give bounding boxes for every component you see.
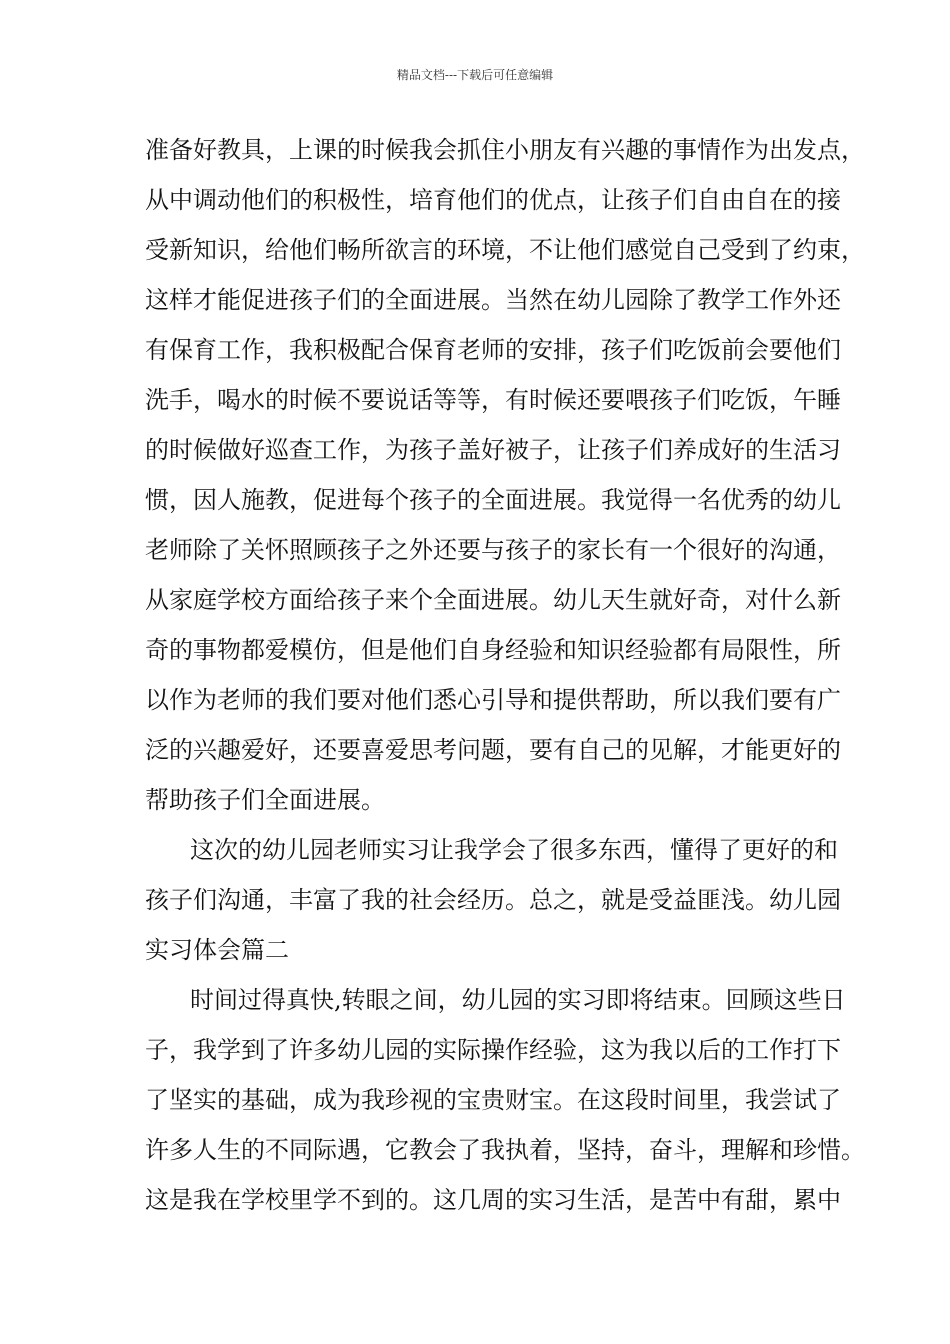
paragraph-start-line: 时间过得真快,转眼之间，幼儿园的实习即将结束。回顾这些日 — [190, 986, 846, 1014]
text-line: 这是我在学校里学不到的。这几周的实习生活，是苦中有甜，累中 — [145, 1186, 841, 1214]
text-line: 泛的兴趣爱好，还要喜爱思考问题，要有自己的见解，才能更好的 — [145, 736, 841, 764]
text-line: 的时候做好巡查工作，为孩子盖好被子，让孩子们养成好的生活习 — [145, 436, 841, 464]
text-line: 洗手，喝水的时候不要说话等等，有时候还要喂孩子们吃饭，午睡 — [145, 386, 841, 414]
text-line: 奇的事物都爱模仿，但是他们自身经验和知识经验都有局限性，所 — [145, 636, 841, 664]
text-line: 准备好教具，上课的时候我会抓住小朋友有兴趣的事情作为出发点， — [145, 136, 865, 164]
text-line: 这样才能促进孩子们的全面进展。当然在幼儿园除了教学工作外还 — [145, 286, 841, 314]
text-line: 以作为老师的我们要对他们悉心引导和提供帮助，所以我们要有广 — [145, 686, 841, 714]
text-line: 子，我学到了许多幼儿园的实际操作经验，这为我以后的工作打下 — [145, 1036, 841, 1064]
section-heading: 实习体会篇二 — [145, 936, 289, 964]
text-line: 受新知识，给他们畅所欲言的环境，不让他们感觉自己受到了约束， — [145, 236, 865, 264]
text-line: 了坚实的基础，成为我珍视的宝贵财宝。在这段时间里，我尝试了 — [145, 1086, 841, 1114]
paragraph-start-line: 这次的幼儿园老师实习让我学会了很多东西，懂得了更好的和 — [190, 836, 838, 864]
page-header: 精品文档---下载后可任意编辑 — [396, 68, 554, 82]
text-line: 老师除了关怀照顾孩子之外还要与孩子的家长有一个很好的沟通， — [145, 536, 841, 564]
text-line: 从家庭学校方面给孩子来个全面进展。幼儿天生就好奇，对什么新 — [145, 586, 841, 614]
text-line: 帮助孩子们全面进展。 — [145, 786, 385, 814]
text-line: 许多人生的不同际遇，它教会了我执着，坚持，奋斗，理解和珍惜。 — [145, 1136, 865, 1164]
text-line: 有保育工作，我积极配合保育老师的安排，孩子们吃饭前会要他们 — [145, 336, 841, 364]
text-line: 惯，因人施教，促进每个孩子的全面进展。我觉得一名优秀的幼儿 — [145, 486, 841, 514]
text-line: 孩子们沟通，丰富了我的社会经历。总之，就是受益匪浅。幼儿园 — [145, 886, 841, 914]
text-line: 从中调动他们的积极性，培育他们的优点，让孩子们自由自在的接 — [145, 186, 841, 214]
